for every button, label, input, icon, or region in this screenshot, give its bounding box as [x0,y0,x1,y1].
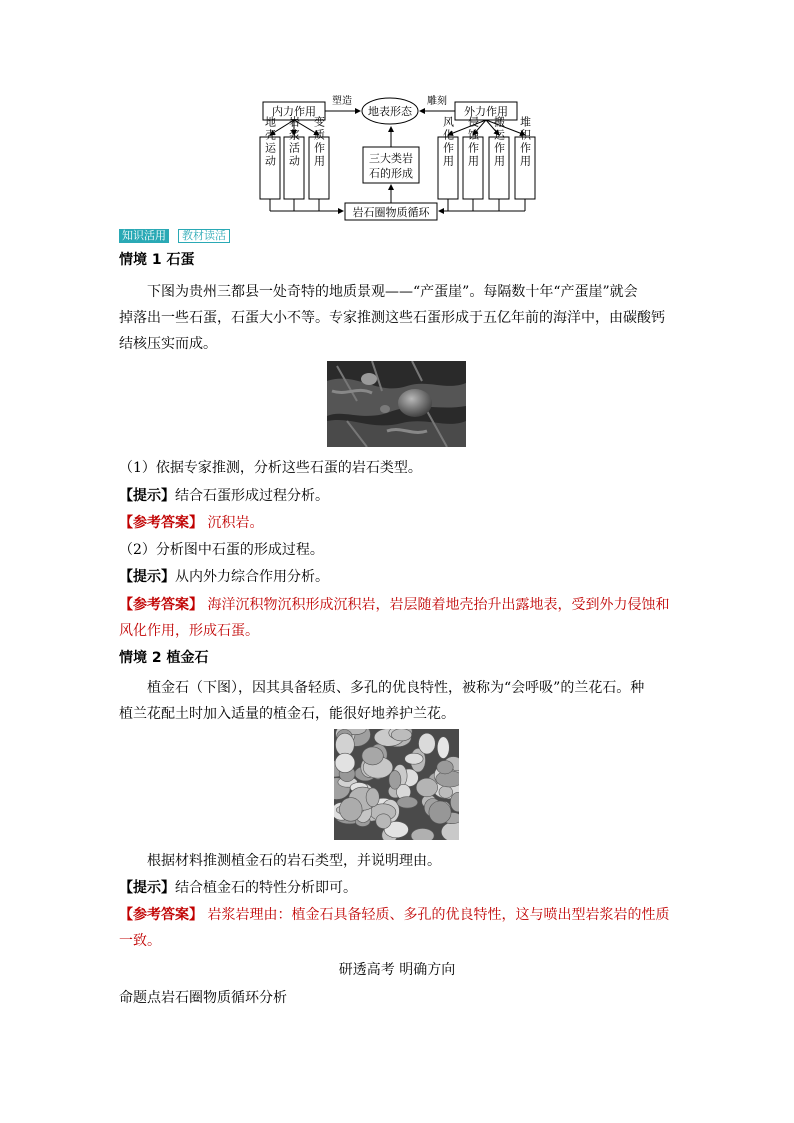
answer-tag: 【参考答案】 [119,907,203,923]
scenario1-para-line3: 结核压实而成。 [119,336,217,352]
pumice-stone [439,786,453,798]
scenario2-title: 情境 2 植金石 [119,650,209,666]
scenario1-answer2-line2: 风化作用，形成石蛋。 [119,623,259,639]
scenario1-title: 情境 1 石蛋 [119,252,195,268]
hint-tag: 【提示】 [119,569,175,585]
answer-text: 沉积岩。 [207,515,264,531]
hint-text: 结合石蛋形成过程分析。 [175,488,329,504]
pumice-stone [416,778,437,797]
rock-cycle-diagram [255,90,545,225]
scenario1-para-line1: 下图为贵州三都县一处奇特的地质景观——“产蛋崖”。每隔数十年“产蛋崖”就会 [147,284,638,300]
pumice-stone [405,753,423,764]
scenario2-answer-line1 [119,905,679,925]
hint-text: 结合植金石的特性分析即可。 [175,880,357,896]
hint-text: 从内外力综合作用分析。 [175,569,329,585]
internal-process-label-2: 变质作用 [312,116,326,168]
pumice-stone [437,737,449,759]
external-process-label-2: 搬运作用 [492,116,506,168]
pumice-stone [437,761,453,774]
answer-text: 海洋沉积物沉积形成沉积岩，岩层随着地壳抬升出露地表，受到外力侵蚀和 [207,597,670,613]
scenario2-answer-line2: 一致。 [119,933,161,949]
external-force-label: 外力作用 [464,105,508,118]
topic-point: 命题点岩石圈物质循环分析 [119,990,287,1006]
internal-force-label: 内力作用 [272,105,316,118]
internal-process-labels [264,115,326,168]
scenario1-hint1 [119,486,679,506]
scenario1-para-line2: 掉落出一些石蛋，石蛋大小不等。专家推测这些石蛋形成于五亿年前的海洋中，由碳酸钙 [119,310,665,326]
answer-tag: 【参考答案】 [119,515,203,531]
stone-egg-photo [327,361,466,447]
scenario1-question1: （1）依据专家推测，分析这些石蛋的岩石类型。 [119,460,422,476]
external-process-label-0: 风化作用 [441,116,455,168]
external-process-label-3: 堆积作用 [518,116,532,168]
pumice-stone [389,771,401,790]
landform-label: 地表形态 [368,105,412,118]
pumice-stone [340,798,363,822]
pumice-stone [362,747,383,765]
scenario1-question2: （2）分析图中石蛋的形成过程。 [119,542,324,558]
scenario2-para-line2: 植兰花配土时加入适量的植金石，能很好地养护兰花。 [119,706,455,722]
pumice-stone [419,733,436,754]
pumice-stone [397,797,418,808]
scenario1-hint2 [119,567,679,587]
internal-process-label-1: 岩浆活动 [287,116,301,168]
answer-tag: 【参考答案】 [119,597,203,613]
carve-arrow-label: 雕刻 [427,96,447,107]
hint-tag: 【提示】 [119,488,175,504]
scenario1-answer1 [119,513,679,533]
textbook-badge: 教材读活 [178,229,230,243]
pumice-stone [366,788,379,807]
shape-arrow-label: 塑造 [332,96,352,107]
rock-cycle-label: 岩石圈物质循环 [352,206,430,219]
pumice-stone [335,753,355,772]
pumice-stone [336,733,355,756]
hint-tag: 【提示】 [119,880,175,896]
scenario2-question: 根据材料推测植金石的岩石类型，并说明理由。 [147,853,441,869]
knowledge-badge: 知识活用 [119,229,169,243]
scenario2-para-line1: 植金石（下图），因其具备轻质、多孔的优良特性，被称为“会呼吸”的兰花石。种 [147,680,645,696]
external-process-labels [442,115,532,168]
three-rock-types-line2: 石的形成 [369,167,413,180]
scenario1-answer2-line1 [119,595,679,615]
external-process-label-1: 侵蚀作用 [466,116,480,168]
pumice-stone [391,729,411,741]
three-rock-types-line1: 三大类岩 [369,152,413,165]
answer-text: 岩浆岩理由：植金石具备轻质、多孔的优良特性，这与喷出型岩浆岩的性质 [207,907,670,923]
pumice-stone [411,828,434,840]
pumice-stone [376,814,391,829]
pumice-stone [429,801,451,824]
internal-process-label-0: 地壳运动 [263,116,277,168]
scenario2-hint [119,878,679,898]
section-title: 研透高考 明确方向 [338,962,456,978]
pumice-stones-photo [334,729,459,840]
